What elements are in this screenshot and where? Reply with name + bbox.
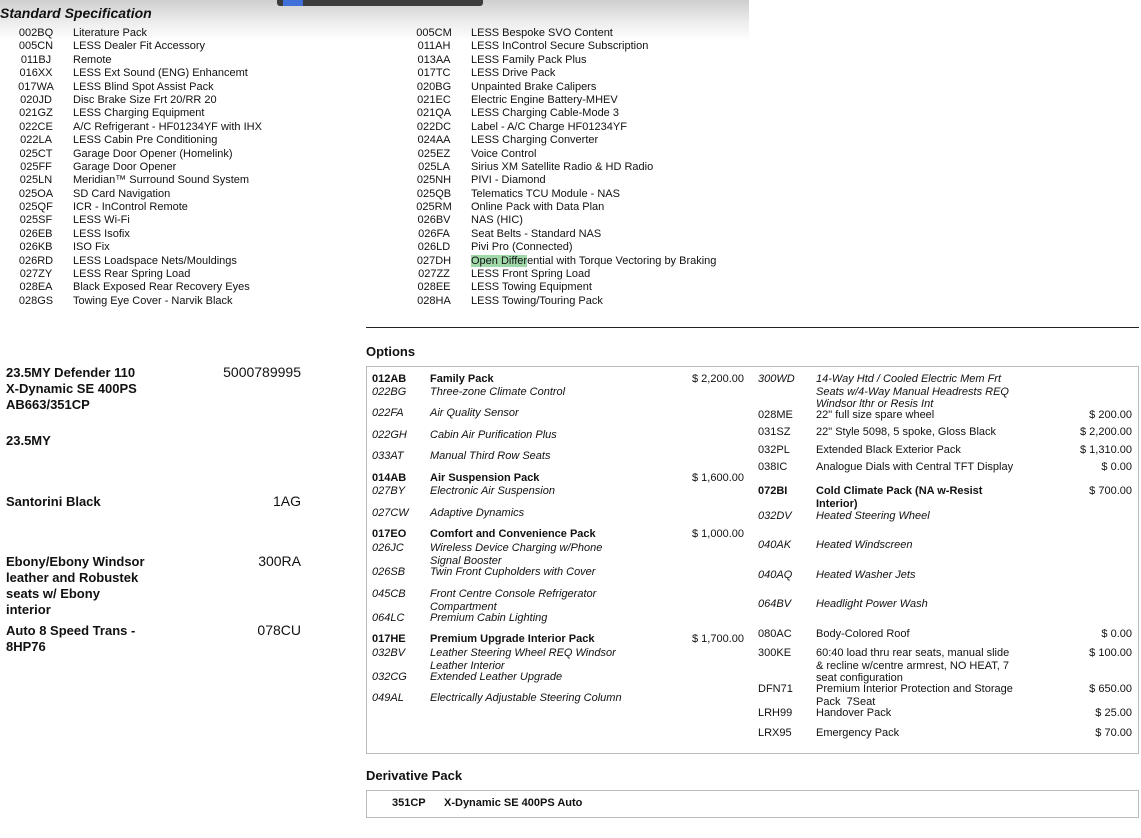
- spec-desc: SD Card Navigation: [73, 187, 171, 200]
- option-desc-line: Pack 7Seat: [816, 695, 876, 708]
- option-desc-line: Front Centre Console Refrigerator: [430, 588, 597, 600]
- option-price: $ 650.00: [1089, 683, 1132, 695]
- spec-desc: ICR - InControl Remote: [73, 201, 188, 214]
- highlighted-text[interactable]: Open Differ: [471, 254, 528, 267]
- spec-code: 026RD: [18, 254, 54, 267]
- spec-row: [10, 161, 350, 174]
- standard-spec-right-column: [408, 27, 748, 307]
- option-desc: Analogue Dials with Central TFT Display: [816, 461, 1014, 473]
- spec-code: 026EB: [19, 227, 53, 240]
- spec-row: [408, 94, 748, 107]
- spec-row: [10, 214, 350, 227]
- spec-desc: LESS Loadspace Nets/Mouldings: [73, 254, 237, 267]
- interior-line: Ebony/Ebony Windsor: [6, 554, 145, 569]
- option-code: 017HE: [372, 633, 406, 645]
- spec-code: 025QB: [416, 187, 452, 200]
- derivative-code: 351CP: [392, 797, 426, 809]
- option-code: LRH99: [758, 707, 793, 719]
- option-desc-line: Windsor lthr or Resis Int: [816, 398, 934, 410]
- option-code: DFN71: [758, 683, 793, 695]
- spec-row: [10, 188, 350, 201]
- option-desc: Adaptive Dynamics: [430, 507, 525, 519]
- toolbar-button[interactable]: [283, 0, 303, 6]
- option-desc-line: 60:40 load thru rear seats, manual slide: [816, 647, 1010, 659]
- option-desc: [816, 373, 1009, 411]
- interior-line: interior: [6, 602, 51, 617]
- spec-code: 025CT: [19, 147, 53, 160]
- option-desc: Handover Pack: [816, 707, 892, 719]
- section-divider: [366, 327, 1139, 328]
- spec-row: [10, 174, 350, 187]
- spec-desc: A/C Refrigerant - HF01234YF with IHX: [73, 120, 262, 133]
- option-code: 027BY: [372, 485, 406, 497]
- option-desc: Electrically Adjustable Steering Column: [430, 692, 622, 704]
- option-code: 022FA: [372, 407, 404, 419]
- model-year: 23.5MY: [6, 433, 51, 448]
- spec-code: 025RM: [416, 201, 452, 214]
- exterior-code: 1AG: [272, 493, 301, 509]
- spec-code: 025LA: [418, 160, 450, 173]
- spec-code: 021EC: [417, 93, 451, 106]
- option-desc-line: Wireless Device Charging w/Phone: [430, 542, 603, 554]
- option-code: 032PL: [758, 444, 790, 456]
- spec-row: [10, 81, 350, 94]
- option-code: 033AT: [372, 450, 404, 462]
- spec-desc: [471, 255, 716, 268]
- spec-desc: ISO Fix: [73, 241, 110, 254]
- option-price: $ 25.00: [1095, 707, 1132, 719]
- option-desc: Extended Black Exterior Pack: [816, 444, 961, 456]
- spec-desc: Label - A/C Charge HF01234YF: [471, 120, 627, 133]
- transmission-code: 078CU: [257, 622, 301, 638]
- spec-row: [10, 121, 350, 134]
- model-name: [6, 365, 137, 413]
- option-code: 014AB: [372, 472, 407, 484]
- spec-desc: LESS Charging Converter: [471, 134, 599, 147]
- spec-code: 025FF: [20, 160, 52, 173]
- interior-trim: [6, 554, 145, 618]
- spec-code: 005CN: [18, 40, 54, 53]
- option-desc: Twin Front Cupholders with Cover: [430, 566, 596, 578]
- spec-desc: LESS Charging Equipment: [73, 107, 205, 120]
- option-price: $ 700.00: [1089, 485, 1132, 497]
- option-desc: Three-zone Climate Control: [430, 386, 566, 398]
- spec-code: 020BG: [416, 80, 452, 93]
- spec-desc: Seat Belts - Standard NAS: [471, 227, 602, 240]
- spec-code: 013AA: [417, 53, 451, 66]
- spec-code: 017WA: [18, 80, 54, 93]
- option-desc: Emergency Pack: [816, 727, 900, 739]
- model-line: 23.5MY Defender 110: [6, 365, 136, 380]
- spec-desc: LESS Ext Sound (ENG) Enhancemt: [73, 67, 248, 80]
- spec-code: 016XX: [19, 67, 53, 80]
- exterior-colour: Santorini Black: [6, 494, 101, 509]
- spec-row: [408, 174, 748, 187]
- spec-row: [408, 81, 748, 94]
- spec-desc: LESS Dealer Fit Accessory: [73, 40, 206, 53]
- option-pack-name: Comfort and Convenience Pack: [430, 528, 596, 540]
- spec-desc: LESS Blind Spot Assist Pack: [73, 80, 214, 93]
- option-desc: Heated Washer Jets: [816, 569, 916, 581]
- spec-desc: Pivi Pro (Connected): [471, 241, 573, 254]
- spec-code: 021GZ: [19, 107, 53, 120]
- spec-code: 028EE: [417, 281, 451, 294]
- option-code: 012AB: [372, 373, 407, 385]
- option-desc: Premium Cabin Lighting: [430, 612, 548, 624]
- spec-desc: LESS Rear Spring Load: [73, 268, 191, 281]
- spec-row: [408, 67, 748, 80]
- spec-desc: Unpainted Brake Calipers: [471, 80, 597, 93]
- spec-desc-rest: ential with Torque Vectoring by Braking: [527, 254, 717, 267]
- spec-row: [408, 107, 748, 120]
- option-code: 064BV: [758, 598, 792, 610]
- option-desc-line: seat configuration: [816, 672, 903, 684]
- spec-code: 025NH: [416, 174, 452, 187]
- option-price: $ 200.00: [1089, 409, 1132, 421]
- option-code: 032CG: [372, 671, 407, 683]
- spec-code: 026FA: [418, 227, 450, 240]
- spec-row: [10, 134, 350, 147]
- derivative-name: X-Dynamic SE 400PS Auto: [444, 797, 583, 809]
- spec-row: [10, 255, 350, 268]
- option-price: $ 2,200.00: [1080, 426, 1132, 438]
- spec-desc: Garage Door Opener (Homelink): [73, 147, 233, 160]
- option-pack-name-line: Interior): [816, 497, 858, 510]
- spec-code: 027ZY: [19, 268, 53, 281]
- option-price: $ 100.00: [1089, 647, 1132, 659]
- option-desc: 22" full size spare wheel: [816, 409, 935, 421]
- spec-desc: LESS InControl Secure Subscription: [471, 40, 649, 53]
- option-price: $ 70.00: [1095, 727, 1132, 739]
- spec-row: [10, 54, 350, 67]
- interior-line: seats w/ Ebony: [6, 586, 100, 601]
- option-desc: Air Quality Sensor: [430, 407, 519, 419]
- spec-code: 026BV: [417, 214, 451, 227]
- option-pack-name-line: Cold Climate Pack (NA w-Resist: [816, 485, 983, 497]
- model-line: X-Dynamic SE 400PS: [6, 381, 137, 396]
- option-desc: Cabin Air Purification Plus: [430, 429, 557, 441]
- options-title: Options: [366, 344, 416, 359]
- option-desc-line: Leather Steering Wheel REQ Windsor: [430, 647, 616, 659]
- option-code: 040AK: [758, 539, 792, 551]
- option-pack-name: Premium Upgrade Interior Pack: [430, 633, 595, 645]
- option-pack-name: [816, 485, 982, 510]
- spec-row: [10, 241, 350, 254]
- spec-desc: Telematics TCU Module - NAS: [471, 187, 620, 200]
- spec-desc: Online Pack with Data Plan: [471, 201, 605, 214]
- spec-row: [408, 241, 748, 254]
- spec-code: 025LN: [19, 174, 53, 187]
- option-price: $ 0.00: [1101, 461, 1132, 473]
- spec-row: [408, 134, 748, 147]
- spec-code: 011BJ: [20, 53, 52, 66]
- spec-desc: Disc Brake Size Frt 20/RR 20: [73, 93, 217, 106]
- option-code: 028ME: [758, 409, 793, 421]
- option-desc: [430, 588, 596, 613]
- option-desc: Heated Windscreen: [816, 539, 913, 551]
- spec-row: [408, 295, 748, 307]
- spec-desc: Voice Control: [471, 147, 537, 160]
- spec-desc: Towing Eye Cover - Narvik Black: [73, 294, 233, 307]
- spec-desc: LESS Family Pack Plus: [471, 53, 587, 66]
- spec-row: [10, 281, 350, 294]
- spec-row: [408, 54, 748, 67]
- option-code: 045CB: [372, 588, 406, 600]
- spec-desc: Meridian™ Surround Sound System: [73, 174, 250, 187]
- spec-code: 026LD: [417, 241, 451, 254]
- transmission: [6, 623, 135, 655]
- transmission-line: 8HP76: [6, 639, 46, 654]
- spec-code: 026KB: [19, 241, 53, 254]
- interior-line: leather and Robustek: [6, 570, 139, 585]
- spec-desc: LESS Wi-Fi: [73, 214, 130, 227]
- spec-desc: Electric Engine Battery-MHEV: [471, 93, 618, 106]
- spec-row: [408, 40, 748, 53]
- option-code: 049AL: [372, 692, 404, 704]
- spec-row: [408, 121, 748, 134]
- option-code: 080AC: [758, 628, 792, 640]
- standard-spec-title: Standard Specification: [0, 5, 152, 21]
- option-desc: 22" Style 5098, 5 spoke, Gloss Black: [816, 426, 997, 438]
- option-code: 017EO: [372, 528, 407, 540]
- spec-code: 022LA: [20, 134, 52, 147]
- option-code: 072BI: [758, 485, 788, 497]
- option-code: 026SB: [372, 566, 406, 578]
- spec-row: [10, 201, 350, 214]
- spec-row: [10, 295, 350, 307]
- spec-desc: Black Exposed Rear Recovery Eyes: [73, 281, 250, 294]
- option-price: $ 1,600.00: [692, 472, 744, 484]
- spec-desc: LESS Bespoke SVO Content: [471, 27, 613, 39]
- spec-row: [408, 214, 748, 227]
- model-line: AB663/351CP: [6, 397, 90, 412]
- spec-code: 025SF: [19, 214, 53, 227]
- option-desc-line: 14-Way Htd / Cooled Electric Mem Frt: [816, 373, 1002, 385]
- option-price: $ 2,200.00: [692, 373, 744, 385]
- option-desc-line: Signal Booster: [430, 554, 502, 567]
- spec-code: 011AH: [417, 40, 451, 53]
- spec-desc: LESS Cabin Pre Conditioning: [73, 134, 218, 147]
- option-code: 032DV: [758, 510, 792, 522]
- interior-code: 300RA: [258, 553, 301, 569]
- spec-code: 028GS: [18, 294, 54, 307]
- option-pack-name: Family Pack: [430, 373, 494, 385]
- spec-code: 005CM: [416, 27, 452, 39]
- option-desc-line: Compartment: [430, 600, 497, 613]
- option-price: $ 1,000.00: [692, 528, 744, 540]
- option-code: 300KE: [758, 647, 792, 659]
- spec-code: 017TC: [417, 67, 451, 80]
- spec-desc: Remote: [73, 53, 112, 66]
- option-desc: Headlight Power Wash: [816, 598, 928, 610]
- option-code: 032BV: [372, 647, 406, 659]
- spec-desc: NAS (HIC): [471, 214, 523, 227]
- spec-desc: LESS Drive Pack: [471, 67, 556, 80]
- option-code: 022GH: [372, 429, 407, 441]
- transmission-line: Auto 8 Speed Trans -: [6, 623, 136, 638]
- option-desc: Body-Colored Roof: [816, 628, 910, 640]
- option-code: 040AQ: [758, 569, 793, 581]
- spec-desc: LESS Towing Equipment: [471, 281, 592, 294]
- spec-desc: Garage Door Opener: [73, 160, 177, 173]
- spec-code: 025QF: [19, 201, 53, 214]
- option-desc-line: & recline w/centre armrest, NO HEAT, 7: [816, 659, 1009, 672]
- option-code: 026JC: [372, 542, 404, 554]
- spec-row: [408, 161, 748, 174]
- option-desc: [430, 647, 616, 672]
- spec-desc: LESS Isofix: [73, 227, 130, 240]
- spec-desc: LESS Towing/Touring Pack: [471, 294, 603, 307]
- viewer-toolbar[interactable]: [277, 0, 483, 6]
- option-desc: [816, 683, 1013, 708]
- spec-row: [10, 94, 350, 107]
- option-desc: Heated Steering Wheel: [816, 510, 930, 522]
- spec-code: 028EA: [19, 281, 53, 294]
- spec-code: 022CE: [19, 120, 53, 133]
- spec-row: [10, 67, 350, 80]
- option-code: 031SZ: [758, 426, 791, 438]
- spec-row: [408, 281, 748, 294]
- option-code: 038IC: [758, 461, 788, 473]
- spec-code: 025OA: [18, 187, 54, 200]
- spec-row: [408, 188, 748, 201]
- spec-desc: Sirius XM Satellite Radio & HD Radio: [471, 160, 654, 173]
- option-desc: Electronic Air Suspension: [430, 485, 555, 497]
- spec-code: 002BQ: [18, 27, 54, 39]
- spec-row: [10, 40, 350, 53]
- spec-row: [10, 228, 350, 241]
- option-desc: [430, 542, 602, 567]
- spec-code: 022DC: [416, 120, 452, 133]
- spec-row: [408, 201, 748, 214]
- spec-code: 020JD: [20, 93, 52, 106]
- model-number: 5000789995: [223, 364, 301, 380]
- spec-row: [408, 268, 748, 281]
- option-price: $ 1,310.00: [1080, 444, 1132, 456]
- option-code: 027CW: [372, 507, 409, 519]
- option-desc-line: Leather Interior: [430, 659, 505, 672]
- spec-code: 025EZ: [417, 147, 451, 160]
- option-code: 064LC: [372, 612, 405, 624]
- spec-row: [408, 27, 748, 40]
- standard-spec-left-column: [10, 27, 350, 307]
- spec-row: [408, 255, 748, 268]
- spec-code: 027DH: [416, 254, 452, 267]
- option-pack-name: Air Suspension Pack: [430, 472, 540, 484]
- spec-desc: PIVI - Diamond: [471, 174, 546, 187]
- option-code: 300WD: [758, 373, 795, 385]
- spec-code: 028HA: [417, 294, 451, 307]
- option-desc-line: Seats w/4-Way Manual Headrests REQ: [816, 385, 1009, 398]
- option-desc: [816, 647, 1009, 685]
- option-desc: Extended Leather Upgrade: [430, 671, 563, 683]
- option-code: LRX95: [758, 727, 792, 739]
- spec-row: [10, 107, 350, 120]
- spec-code: 024AA: [417, 134, 451, 147]
- spec-row: [10, 148, 350, 161]
- spec-desc: LESS Front Spring Load: [471, 268, 591, 281]
- spec-row: [408, 148, 748, 161]
- spec-desc: Literature Pack: [73, 27, 147, 39]
- spec-code: 027ZZ: [418, 268, 450, 281]
- option-code: 022BG: [372, 386, 407, 398]
- spec-desc: LESS Charging Cable-Mode 3: [471, 107, 619, 120]
- spec-code: 021QA: [416, 107, 452, 120]
- option-desc-line: Premium Interior Protection and Storage: [816, 683, 1013, 695]
- option-desc: Manual Third Row Seats: [430, 450, 551, 462]
- spec-row: [10, 27, 350, 40]
- derivative-title: Derivative Pack: [366, 768, 463, 783]
- option-price: $ 1,700.00: [692, 633, 744, 645]
- option-price: $ 0.00: [1101, 628, 1132, 640]
- spec-row: [10, 268, 350, 281]
- spec-row: [408, 228, 748, 241]
